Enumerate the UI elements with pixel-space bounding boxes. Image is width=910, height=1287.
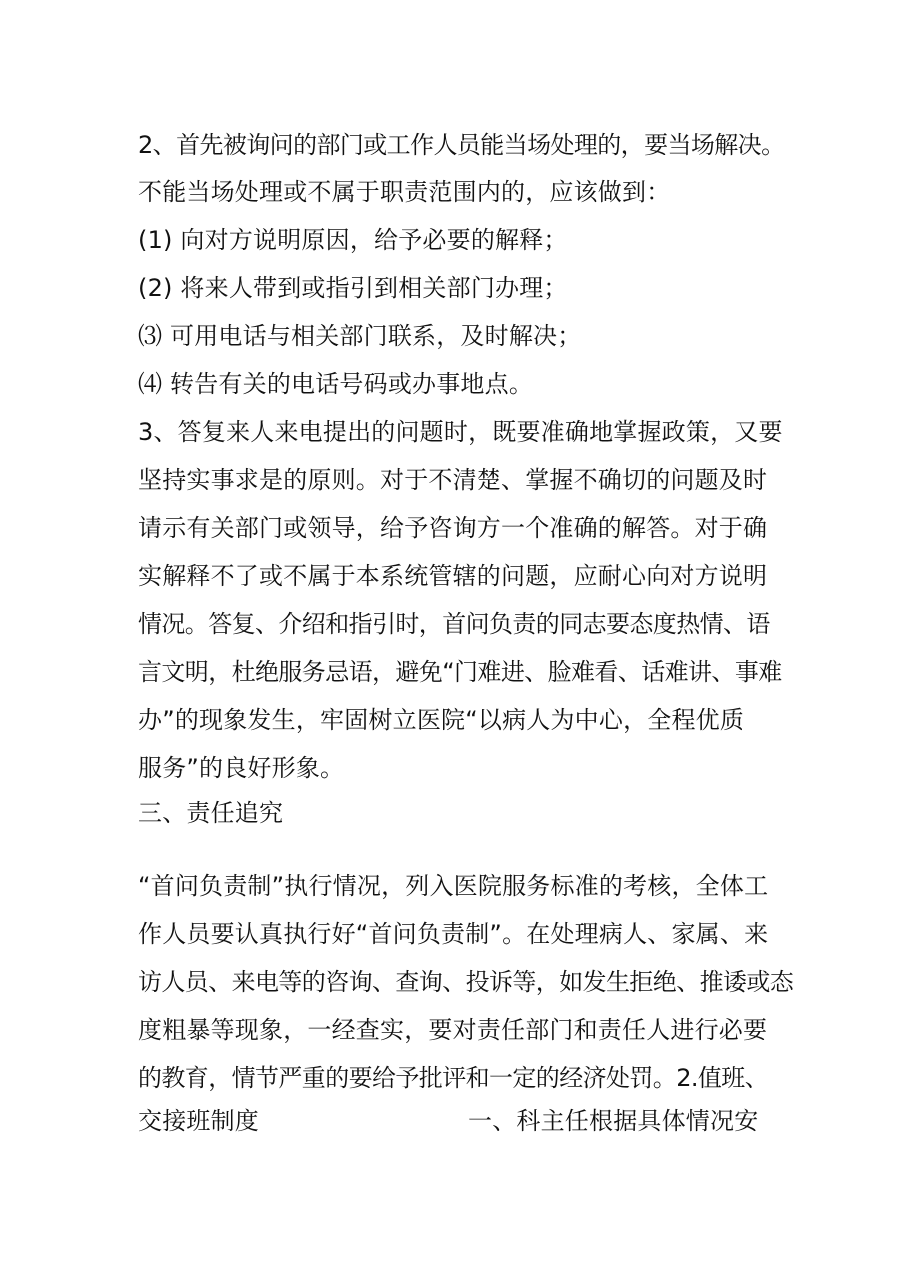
paragraph-line: 2、首先被询问的部门或工作人员能当场处理的，要当场解决。 [138, 131, 785, 159]
paragraph-line: 交接班制度 [138, 1107, 259, 1135]
paragraph-line: 3、答复来人来电提出的问题时，既要准确地掌握政策，又要 [138, 418, 783, 446]
paragraph-line: 情况。答复、介绍和指引时，首问负责的同志要态度热情、语 [138, 610, 770, 638]
paragraph-line: 不能当场处理或不属于职责范围内的，应该做到： [138, 178, 671, 206]
list-item: (1) 向对方说明原因，给予必要的解释； [138, 226, 568, 254]
paragraph-line: 的教育，情节严重的要给予批评和一定的经济处罚。2.值班、 [138, 1064, 769, 1092]
paragraph-line: 办”的现象发生，牢固树立医院“以病人为中心，全程优质 [138, 706, 745, 734]
list-item: (2) 将来人带到或指引到相关部门办理； [138, 274, 568, 302]
section-heading: 三、责任追究 [138, 799, 284, 827]
paragraph-line: 坚持实事求是的原则。对于不清楚、掌握不确切的问题及时 [138, 466, 768, 494]
paragraph-line: “首问负责制”执行情况，列入医院服务标准的考核，全体工 [138, 872, 769, 900]
paragraph-line: 实解释不了或不属于本系统管辖的问题，应耐心向对方说明 [138, 562, 768, 590]
paragraph-line: 服务”的良好形象。 [138, 754, 345, 782]
paragraph-line: 度粗暴等现象，一经查实，要对责任部门和责任人进行必要 [138, 1016, 768, 1044]
list-item: ⑷ 转告有关的电话号码或办事地点。 [138, 370, 534, 398]
paragraph-line: 言文明，杜绝服务忌语，避免“门难进、脸难看、话难讲、事难 [138, 658, 782, 686]
list-item: ⑶ 可用电话与相关部门联系，及时解决； [138, 322, 582, 350]
paragraph-line: 访人员、来电等的咨询、查询、投诉等，如发生拒绝、推诿或态 [138, 968, 794, 996]
paragraph-line: 请示有关部门或领导，给予咨询方一个准确的解答。对于确 [138, 514, 768, 542]
paragraph-fragment: 一、科主任根据具体情况安 [468, 1107, 759, 1135]
paragraph-line: 作人员要认真执行好“首问负责制”。在处理病人、家属、来 [138, 920, 769, 948]
